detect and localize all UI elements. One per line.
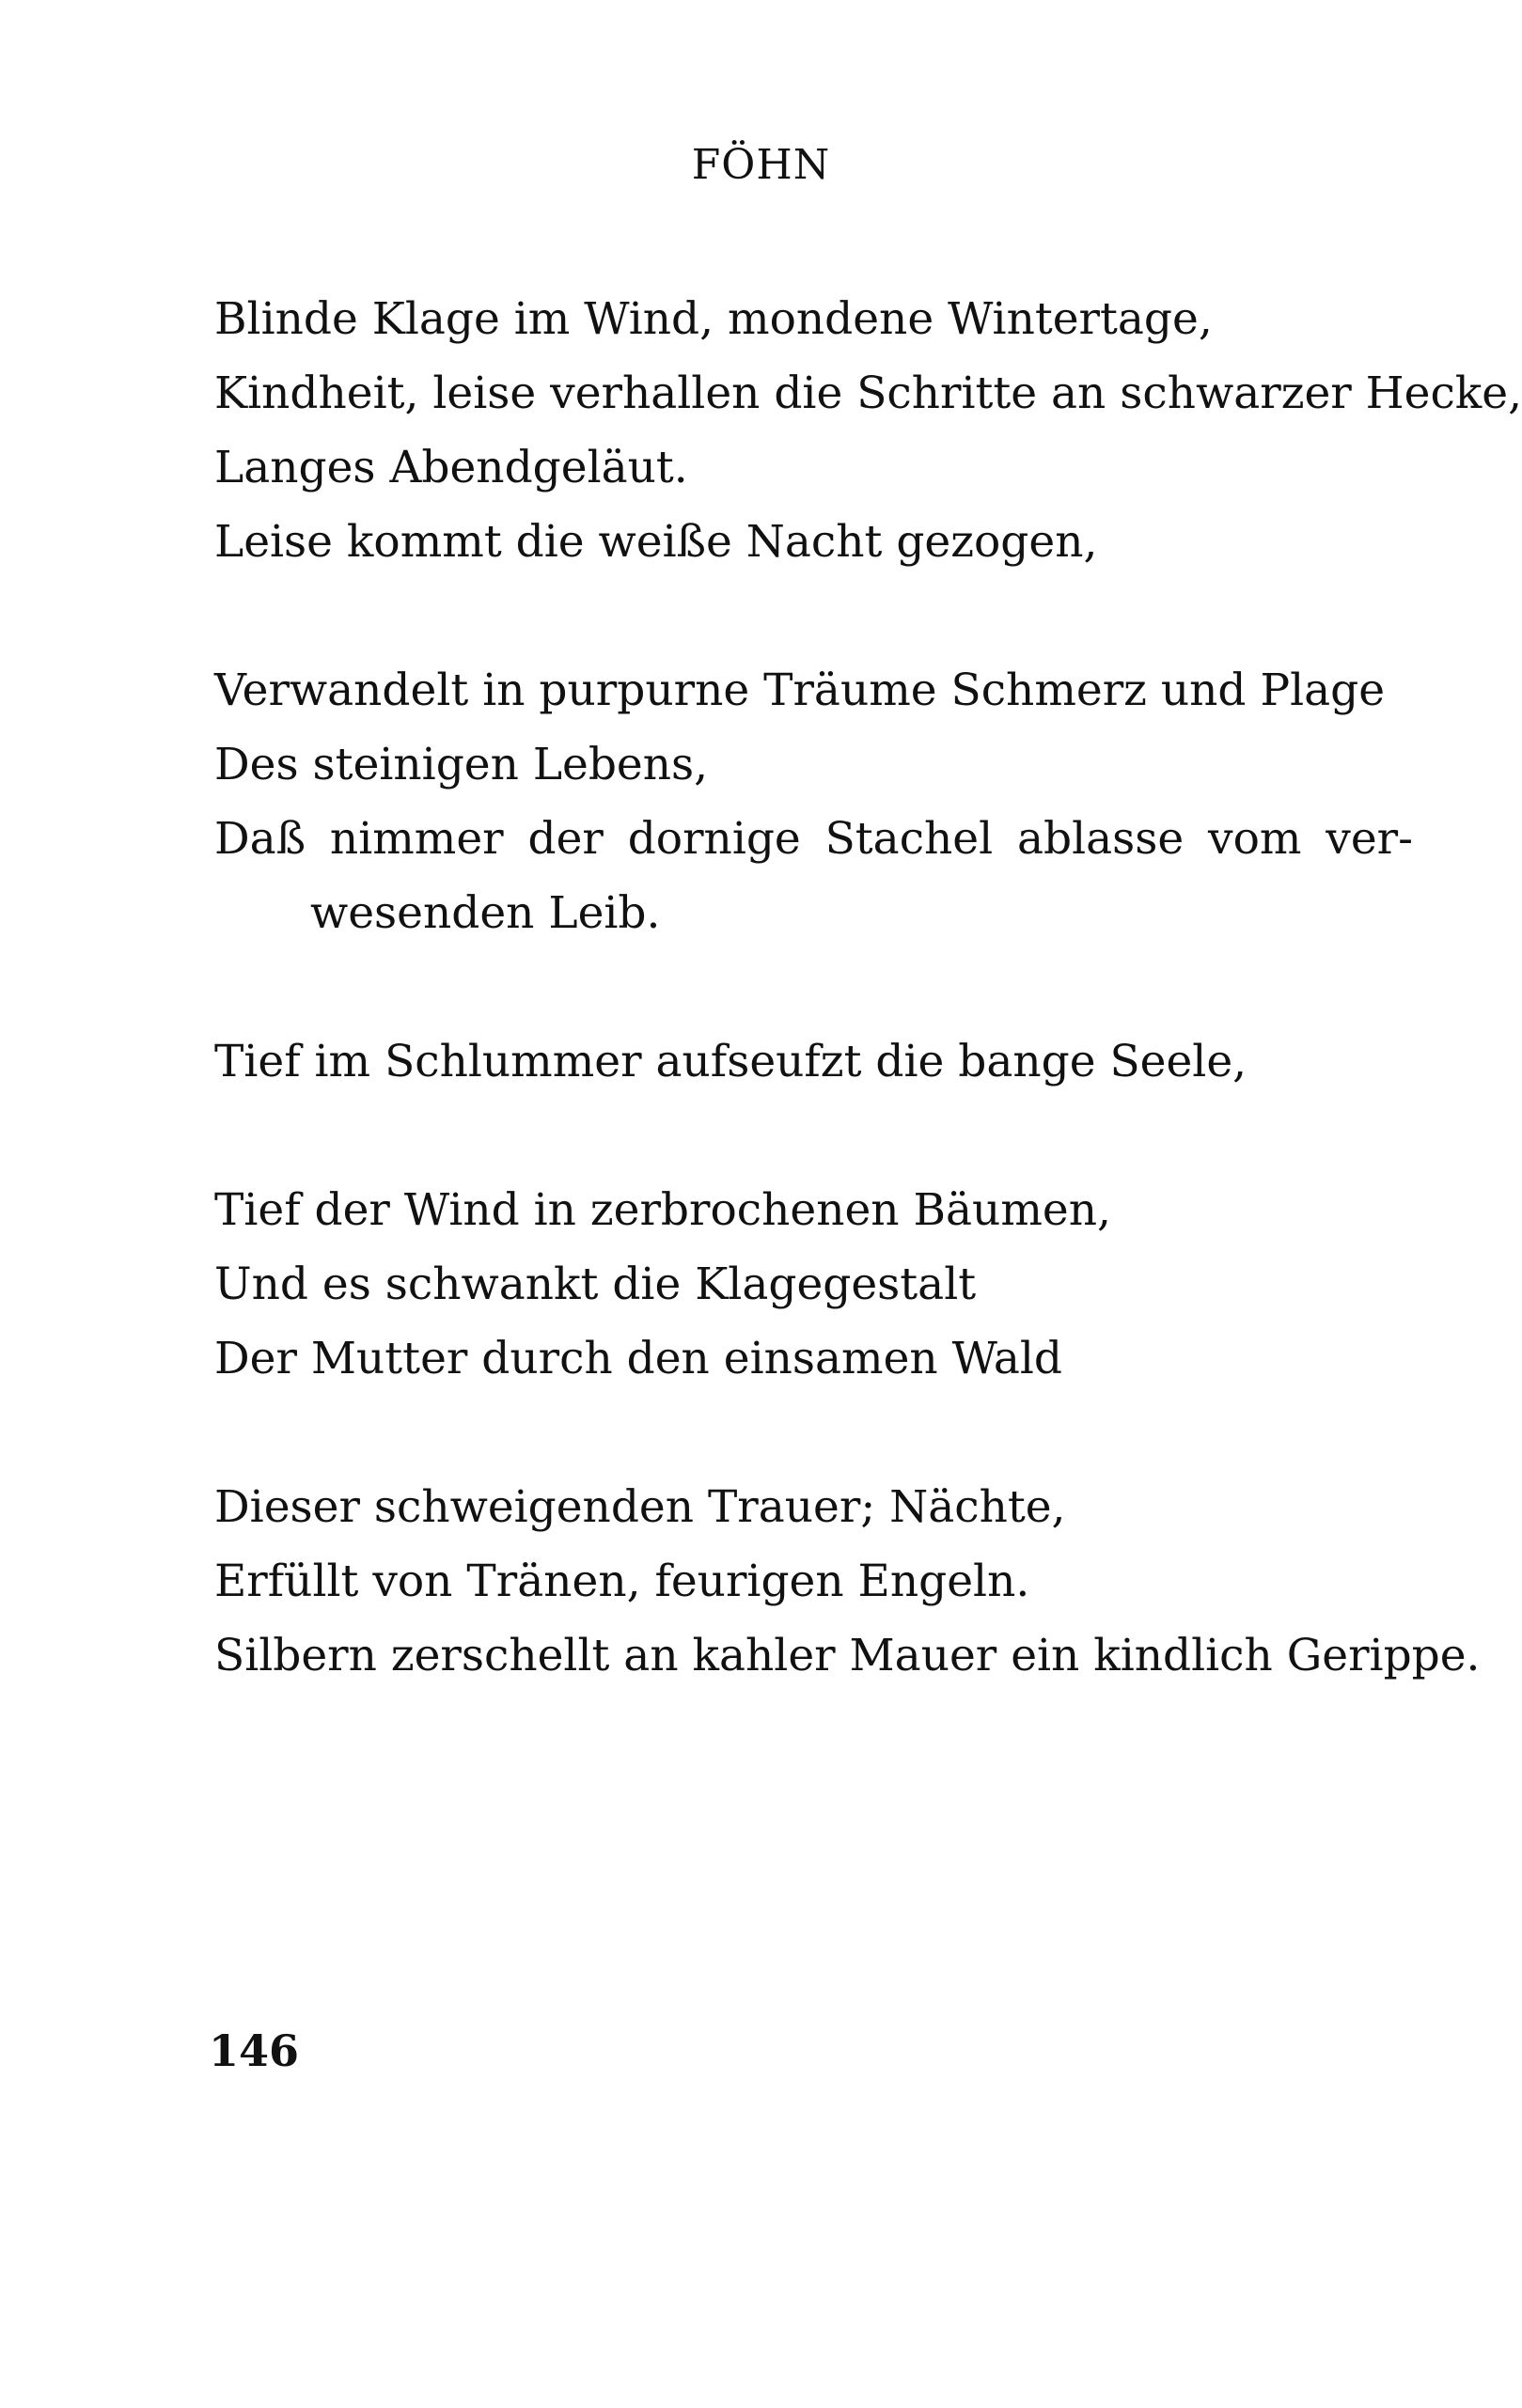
- poem-line: Tief im Schlummer aufseufzt die bange Seele,: [214, 1036, 1247, 1087]
- poem-line: Blinde Klage im Wind, mondene Wintertage,: [214, 293, 1213, 345]
- poem-line-continuation: wesenden Leib.: [310, 887, 661, 939]
- poem-line: Langes Abendgeläut.: [214, 442, 688, 493]
- poem-line: Und es schwankt die Klagegestalt: [214, 1259, 977, 1310]
- stanza-3: [214, 1024, 1413, 1099]
- stanza-2: [214, 653, 1413, 950]
- poem-line: Der Mutter durch den einsamen Wald: [214, 1333, 1062, 1384]
- poem-line: Des steinigen Lebens,: [214, 739, 709, 790]
- poem-body: [214, 282, 1522, 1767]
- page-number: 146: [209, 2025, 300, 2076]
- poem-title: FÖHN: [691, 141, 831, 189]
- stanza-4: [214, 1173, 1413, 1396]
- poem-line: Silbern zerschellt an kahler Mauer ein kindlich Gerippe.: [214, 1630, 1481, 1681]
- poem-line: Leise kommt die weiße Nacht gezogen,: [214, 516, 1098, 568]
- poem-line: Verwandelt in purpurne Träume Schmerz und Plage: [214, 665, 1386, 716]
- poem-line: Erfüllt von Tränen, feurigen Engeln.: [214, 1556, 1030, 1607]
- poem-line: Tief der Wind in zerbrochenen Bäumen,: [214, 1184, 1111, 1236]
- stanza-1: [214, 282, 1522, 579]
- poem-line-hyphenated: Daß nimmer der dornige Stachel ablasse vom ver-: [214, 813, 1413, 865]
- poem-line: Dieser schweigenden Trauer; Nächte,: [214, 1481, 1066, 1533]
- poem-line: Kindheit, leise verhallen die Schritte an schwarzer Hecke,: [214, 367, 1522, 419]
- stanza-5: [214, 1470, 1481, 1693]
